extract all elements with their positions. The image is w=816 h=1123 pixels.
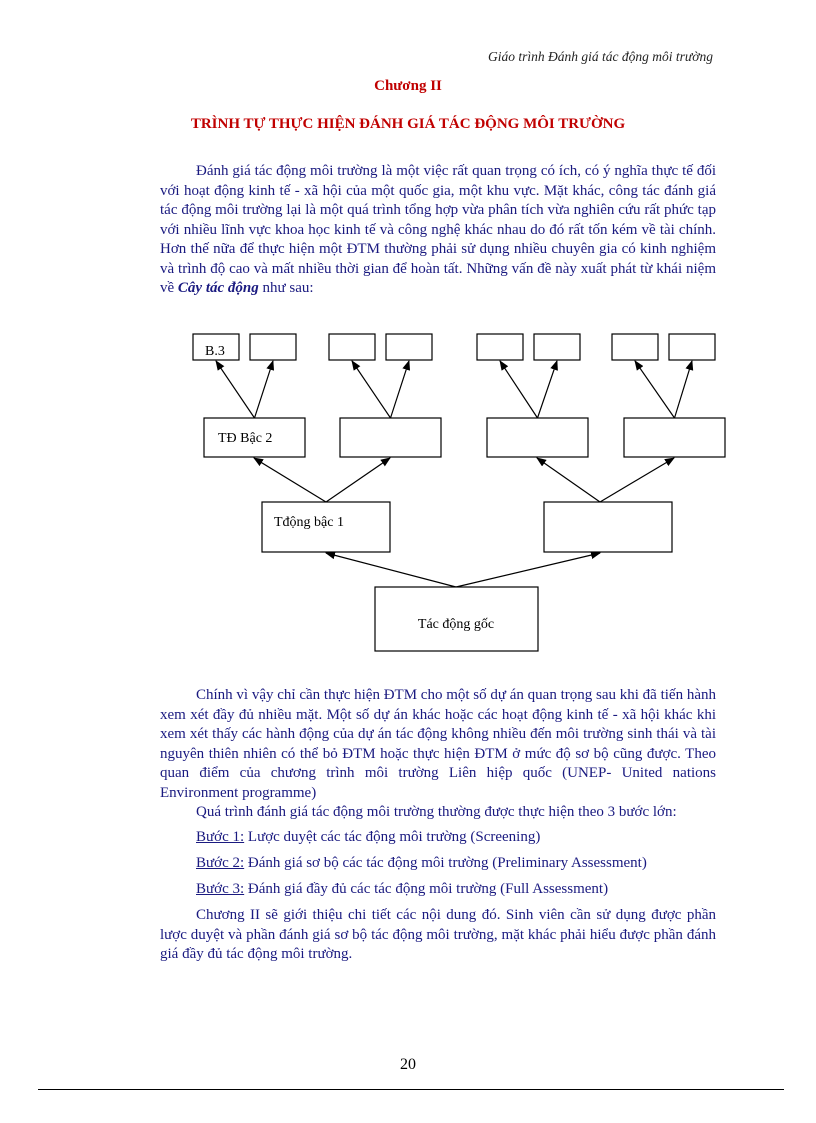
level2-box-4 bbox=[624, 418, 725, 457]
level3-box-6 bbox=[534, 334, 580, 360]
step-2-label: Bước 2: bbox=[196, 855, 245, 871]
level3-box-8 bbox=[669, 334, 715, 360]
chapter-heading: Chương II bbox=[374, 78, 442, 94]
chapter-title: TRÌNH TỰ THỰC HIỆN ĐÁNH GIÁ TÁC ĐỘNG MÔI TRƯỜNG bbox=[190, 116, 626, 132]
arrow-level2-1-to-level3-1 bbox=[216, 361, 255, 418]
arrow-root-to-level1-2 bbox=[456, 553, 600, 587]
intro-emphasis: Cây tác động bbox=[177, 280, 259, 296]
arrow-level2-2-to-level3-4 bbox=[391, 361, 410, 418]
level1-box-2 bbox=[544, 502, 672, 552]
closing-paragraph: Chương II sẽ giới thiệu chi tiết các nội dung đó. Sinh viên cần sử dụng được phần lược duyệt và phần đánh giá sơ bộ tác động môi trường, mặt khác phải hiểu được phần đánh giá đầy đủ tác động môi trường. bbox=[160, 907, 716, 962]
steps-intro: Quá trình đánh giá tác động môi trường thường được thực hiện theo 3 bước lớn: bbox=[196, 804, 677, 820]
intro-text-end: như sau: bbox=[258, 280, 314, 296]
level3-box-5 bbox=[477, 334, 523, 360]
page-number: 20 bbox=[400, 1056, 416, 1073]
explanation-paragraph: Chính vì vậy chỉ cần thực hiện ĐTM cho một số dự án quan trọng sau khi đã tiến hành xem xét đầy đủ nhiều mặt. Một số dự án khác hoặc các hoạt động kinh tế - xã hội khác khi xem xét thấy các hành động của dự án tác động không nhiều đến môi trường sinh thái và tài nguyên thiên nhiên có thể bỏ ĐTM hoặc thực hiện ĐTM ở mức độ sơ bộ cũng được. Theo quan điểm của chương trình môi trường Liên hiệp quốc (UNEP- United nations Environment programme) bbox=[160, 687, 716, 801]
step-3-text: Đánh giá đầy đủ các tác động môi trường (Full Assessment) bbox=[244, 881, 609, 897]
step-2 bbox=[196, 854, 647, 873]
tree-boxes bbox=[193, 334, 725, 651]
level2-box-1-label: TĐ Bậc 2 bbox=[218, 431, 273, 446]
arrow-root-to-level1-1 bbox=[326, 553, 456, 587]
step-3 bbox=[196, 880, 608, 899]
step-1-text: Lược duyệt các tác động môi trường (Screening) bbox=[244, 829, 541, 845]
arrow-level2-3-to-level3-5 bbox=[500, 361, 538, 418]
intro-text: Đánh giá tác động môi trường là một việc rất quan trọng có ích, có ý nghĩa thực tế đối với hoạt động kinh tế - xã hội của một quốc gia, một khu vực. Mặt khác, công tác đánh giá tác động môi trường lại là một quá trình tổng hợp vừa phân tích vừa nghiên cứu rất phức tạp với nhiều lĩnh vực khoa học kinh tế và công nghệ khác nhau do đó rất tốn kém về tài chính. Hơn thế nữa để thực hiện một ĐTM thường phải sử dụng nhiều chuyên gia có kinh nghiệm và trình độ cao và mất nhiều thời gian để hoàn tất. Những vấn đề này xuất phát từ khái niệm về bbox=[160, 163, 716, 296]
footer-rule bbox=[38, 1089, 784, 1090]
arrow-level1-1-to-level2-1 bbox=[254, 458, 326, 502]
step-1 bbox=[196, 828, 540, 847]
level3-box-2 bbox=[250, 334, 296, 360]
arrow-level1-1-to-level2-2 bbox=[326, 458, 390, 502]
level2-box-2 bbox=[340, 418, 441, 457]
tree-arrows bbox=[216, 361, 692, 587]
arrow-level2-4-to-level3-7 bbox=[635, 361, 675, 418]
level2-box-3 bbox=[487, 418, 588, 457]
root-impact-box-label: Tác động gốc bbox=[417, 617, 495, 632]
arrow-level2-3-to-level3-6 bbox=[538, 361, 558, 418]
step-2-text: Đánh giá sơ bộ các tác động môi trường (Preliminary Assessment) bbox=[244, 855, 647, 871]
arrow-level1-2-to-level2-4 bbox=[600, 458, 674, 502]
arrow-level2-1-to-level3-2 bbox=[255, 361, 274, 418]
running-header: Giáo trình Đánh giá tác động môi trường bbox=[488, 49, 713, 64]
level3-box-4 bbox=[386, 334, 432, 360]
arrow-level1-2-to-level2-3 bbox=[537, 458, 600, 502]
level3-box-1-label: B.3 bbox=[205, 344, 225, 359]
level3-box-7 bbox=[612, 334, 658, 360]
level1-box-1-label: Tđộng bậc 1 bbox=[274, 515, 344, 530]
arrow-level2-2-to-level3-3 bbox=[352, 361, 391, 418]
level3-box-3 bbox=[329, 334, 375, 360]
arrow-level2-4-to-level3-8 bbox=[675, 361, 693, 418]
step-1-label: Bước 1: bbox=[196, 829, 245, 845]
step-3-label: Bước 3: bbox=[196, 881, 245, 897]
